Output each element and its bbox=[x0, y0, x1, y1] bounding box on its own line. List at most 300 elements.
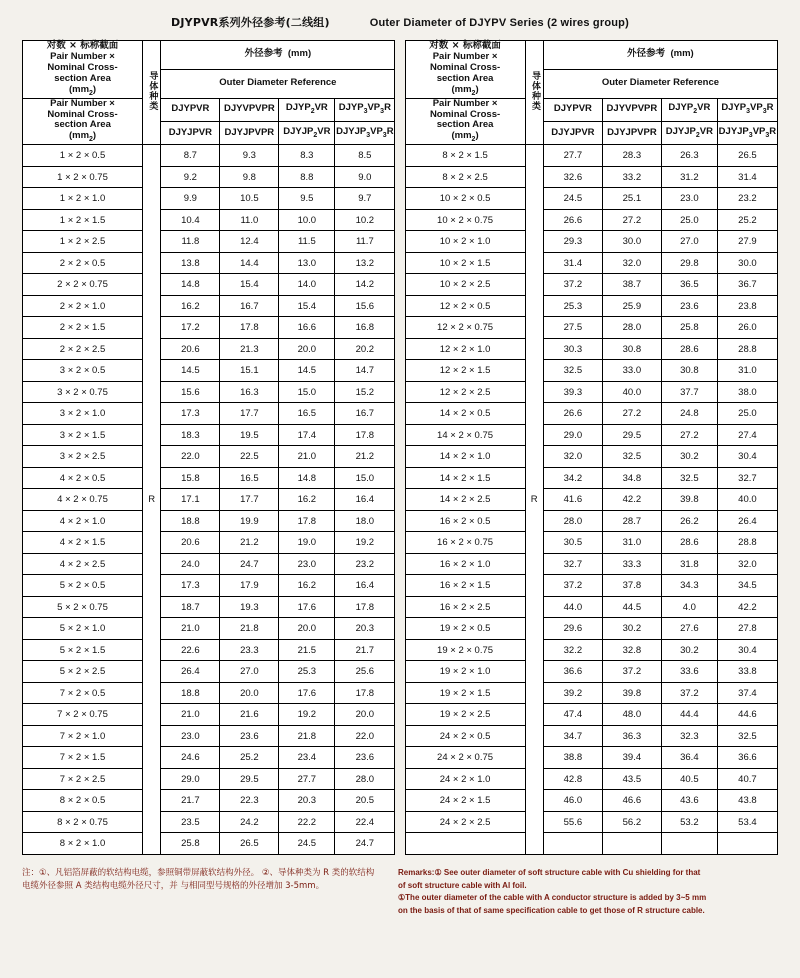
cell-od-right-0: 27.7 bbox=[543, 145, 602, 167]
cell-od-left-2: 17.8 bbox=[279, 510, 335, 532]
cell-od-left-3: 16.8 bbox=[335, 317, 395, 339]
cell-od-left-2: 20.3 bbox=[279, 790, 335, 812]
cell-od-left-1: 21.8 bbox=[220, 618, 279, 640]
cell-od-left-2: 17.4 bbox=[279, 424, 335, 446]
cell-od-left-1: 11.0 bbox=[220, 209, 279, 231]
header-od-left: 外径参考 (mm) bbox=[161, 41, 395, 70]
cell-spec-right: 24 × 2 × 1.5 bbox=[405, 790, 525, 812]
cell-od-left-1: 27.0 bbox=[220, 661, 279, 683]
header-od-right: 外径参考 (mm) bbox=[543, 41, 777, 70]
cell-spec-left: 1 × 2 × 1.5 bbox=[23, 209, 143, 231]
cell-od-right-0: 32.7 bbox=[543, 553, 602, 575]
notes-section bbox=[22, 867, 778, 918]
cell-od-left-2: 14.8 bbox=[279, 467, 335, 489]
cell-od-right-0: 30.5 bbox=[543, 532, 602, 554]
cell-spec-right: 19 × 2 × 1.0 bbox=[405, 661, 525, 683]
cell-od-left-0: 25.8 bbox=[161, 833, 220, 855]
cell-spec-left: 3 × 2 × 1.0 bbox=[23, 403, 143, 425]
cell-od-right-0: 32.0 bbox=[543, 446, 602, 468]
cell-od-left-1: 17.8 bbox=[220, 317, 279, 339]
header-type-djypvpr-right: DJYVPVPR bbox=[602, 98, 661, 121]
cell-od-right-3: 32.5 bbox=[717, 725, 777, 747]
cell-od-right-1: 37.2 bbox=[602, 661, 661, 683]
cell-od-left-2: 14.0 bbox=[279, 274, 335, 296]
cell-od-right-1: 30.2 bbox=[602, 618, 661, 640]
cell-od-right-1: 36.3 bbox=[602, 725, 661, 747]
cell-od-right-1: 39.4 bbox=[602, 747, 661, 769]
cell-spec-right: 14 × 2 × 1.5 bbox=[405, 467, 525, 489]
cell-od-right-0: 28.0 bbox=[543, 510, 602, 532]
cell-od-right-1: 30.0 bbox=[602, 231, 661, 253]
cell-od-left-1: 9.8 bbox=[220, 166, 279, 188]
cell-od-left-2: 15.4 bbox=[279, 295, 335, 317]
header-type-djyp3vp3r-left: $DJYP_3VP_3R$ bbox=[335, 98, 395, 121]
cell-od-right-2: 31.2 bbox=[661, 166, 717, 188]
cell-od-left-2: 8.8 bbox=[279, 166, 335, 188]
cell-od-right-3: 38.0 bbox=[717, 381, 777, 403]
cell-od-right-1: 32.0 bbox=[602, 252, 661, 274]
header-type-djyjp3vp3r-right: $DJYJP_3VP_3R$ bbox=[717, 121, 777, 144]
cell-od-right-2: 30.2 bbox=[661, 639, 717, 661]
cell-od-right-3: 25.0 bbox=[717, 403, 777, 425]
note-en-2: of soft structure cable with Al foil. bbox=[398, 880, 527, 890]
cell-od-left-3: 21.2 bbox=[335, 446, 395, 468]
cell-spec-right: 16 × 2 × 1.5 bbox=[405, 575, 525, 597]
cell-od-right-0: 47.4 bbox=[543, 704, 602, 726]
cell-spec-right: 10 × 2 × 0.75 bbox=[405, 209, 525, 231]
cell-od-left-3: 20.5 bbox=[335, 790, 395, 812]
cell-od-right-2: 32.3 bbox=[661, 725, 717, 747]
cell-od-left-1: 16.5 bbox=[220, 467, 279, 489]
cell-od-left-0: 24.6 bbox=[161, 747, 220, 769]
cell-od-left-1: 12.4 bbox=[220, 231, 279, 253]
cell-od-left-0: 26.4 bbox=[161, 661, 220, 683]
cell-od-left-0: 23.5 bbox=[161, 811, 220, 833]
cell-od-right-1: 33.0 bbox=[602, 360, 661, 382]
cell-od-right-1: 25.1 bbox=[602, 188, 661, 210]
cell-spec-right: 24 × 2 × 0.75 bbox=[405, 747, 525, 769]
cell-od-left-1: 22.3 bbox=[220, 790, 279, 812]
cell-spec-left: 5 × 2 × 2.5 bbox=[23, 661, 143, 683]
cell-od-left-2: 16.5 bbox=[279, 403, 335, 425]
cell-od-left-0: 23.0 bbox=[161, 725, 220, 747]
cell-od-left-1: 26.5 bbox=[220, 833, 279, 855]
cell-od-left-1: 16.3 bbox=[220, 381, 279, 403]
cell-od-left-0: 18.8 bbox=[161, 682, 220, 704]
cell-od-right-3: 26.5 bbox=[717, 145, 777, 167]
cell-od-right-1: 27.2 bbox=[602, 403, 661, 425]
cell-od-left-2: 10.0 bbox=[279, 209, 335, 231]
cell-spec-left: 7 × 2 × 0.75 bbox=[23, 704, 143, 726]
cell-od-right-2: 4.0 bbox=[661, 596, 717, 618]
cell-od-right-1: 48.0 bbox=[602, 704, 661, 726]
header-type-djyp2vr-right: $DJYP_2VR$ bbox=[661, 98, 717, 121]
cell-od-right-3: 43.8 bbox=[717, 790, 777, 812]
header-conductor-category-right: 导体种类 bbox=[525, 41, 543, 145]
cell-od-left-2: 16.2 bbox=[279, 575, 335, 597]
cell-od-right-1: 32.8 bbox=[602, 639, 661, 661]
cell-od-left-0: 15.8 bbox=[161, 467, 220, 489]
cell-od-right-2: 30.2 bbox=[661, 446, 717, 468]
cell-od-left-0: 21.7 bbox=[161, 790, 220, 812]
outer-diameter-table bbox=[22, 40, 778, 855]
cell-od-right-0: 26.6 bbox=[543, 209, 602, 231]
cell-od-right-2: 29.8 bbox=[661, 252, 717, 274]
cell-od-left-2: 23.0 bbox=[279, 553, 335, 575]
note-en-4: on the basis of that of same specification cable to get those of R structure cable. bbox=[398, 906, 705, 916]
cell-od-right-0: 32.6 bbox=[543, 166, 602, 188]
header-type-djyjp3vp3r-left: $DJYJP_3VP_3R$ bbox=[335, 121, 395, 144]
cell-od-left-2: 27.7 bbox=[279, 768, 335, 790]
cell-spec-left: 3 × 2 × 1.5 bbox=[23, 424, 143, 446]
header-type-djyjpvr-left: DJYJPVR bbox=[161, 121, 220, 144]
cell-od-left-2: 13.0 bbox=[279, 252, 335, 274]
cell-od-left-1: 24.2 bbox=[220, 811, 279, 833]
cell-spec-right: 12 × 2 × 0.5 bbox=[405, 295, 525, 317]
cell-spec-right: 14 × 2 × 0.5 bbox=[405, 403, 525, 425]
cell-od-right-0: 36.6 bbox=[543, 661, 602, 683]
notes-english bbox=[398, 867, 778, 918]
cell-spec-left: 1 × 2 × 0.75 bbox=[23, 166, 143, 188]
cell-conductor-category-right: R bbox=[525, 145, 543, 855]
notes-chinese bbox=[22, 867, 382, 918]
cell-od-left-3: 16.4 bbox=[335, 489, 395, 511]
cell-od-right-3: 40.7 bbox=[717, 768, 777, 790]
cell-od-right-1: 28.7 bbox=[602, 510, 661, 532]
cell-od-right-3: 28.8 bbox=[717, 532, 777, 554]
cell-spec-left: 7 × 2 × 2.5 bbox=[23, 768, 143, 790]
cell-od-left-1: 21.2 bbox=[220, 532, 279, 554]
cell-od-left-0: 18.8 bbox=[161, 510, 220, 532]
cell-od-left-3: 16.7 bbox=[335, 403, 395, 425]
cell-od-right-2: 33.6 bbox=[661, 661, 717, 683]
cell-od-left-2: 21.5 bbox=[279, 639, 335, 661]
cell-od-right-2: 23.6 bbox=[661, 295, 717, 317]
cell-od-right-1: 27.2 bbox=[602, 209, 661, 231]
cell-od-left-3: 28.0 bbox=[335, 768, 395, 790]
cell-od-left-0: 17.1 bbox=[161, 489, 220, 511]
cell-od-right-0: 25.3 bbox=[543, 295, 602, 317]
cell-spec-left: 2 × 2 × 0.5 bbox=[23, 252, 143, 274]
cell-spec-left: 7 × 2 × 1.0 bbox=[23, 725, 143, 747]
cell-od-left-0: 10.4 bbox=[161, 209, 220, 231]
cell-od-right-0: 29.6 bbox=[543, 618, 602, 640]
cell-od-right-2: 37.2 bbox=[661, 682, 717, 704]
cell-od-right-2: 27.0 bbox=[661, 231, 717, 253]
cell-spec-right: 19 × 2 × 0.5 bbox=[405, 618, 525, 640]
cell-od-right-0: 42.8 bbox=[543, 768, 602, 790]
cell-od-right-1: 46.6 bbox=[602, 790, 661, 812]
cell-od-right-3: 25.2 bbox=[717, 209, 777, 231]
cell-spec-left: 4 × 2 × 0.75 bbox=[23, 489, 143, 511]
cell-od-left-3: 17.8 bbox=[335, 596, 395, 618]
cell-spec-left: 5 × 2 × 0.5 bbox=[23, 575, 143, 597]
cell-conductor-category-left: R bbox=[143, 145, 161, 855]
cell-spec-left: 4 × 2 × 0.5 bbox=[23, 467, 143, 489]
cell-od-right-2: 53.2 bbox=[661, 811, 717, 833]
cell-od-right-2: 36.4 bbox=[661, 747, 717, 769]
cell-od-right-2: 44.4 bbox=[661, 704, 717, 726]
cell-od-right-2: 36.5 bbox=[661, 274, 717, 296]
cell-od-right-1: 39.8 bbox=[602, 682, 661, 704]
cell-od-right-3: 32.0 bbox=[717, 553, 777, 575]
cell-od-left-0: 22.6 bbox=[161, 639, 220, 661]
cell-od-right-2: 26.2 bbox=[661, 510, 717, 532]
page-title-en: Outer Diameter of DJYPV Series (2 wires group) bbox=[369, 17, 629, 29]
cell-od-left-1: 17.7 bbox=[220, 489, 279, 511]
cell-od-right-0: 34.2 bbox=[543, 467, 602, 489]
cell-od-left-3: 15.6 bbox=[335, 295, 395, 317]
cell-od-right-2: 27.2 bbox=[661, 424, 717, 446]
cell-od-right-3: 27.4 bbox=[717, 424, 777, 446]
cell-spec-left: 3 × 2 × 0.75 bbox=[23, 381, 143, 403]
cell-od-right-1: 32.5 bbox=[602, 446, 661, 468]
cell-spec-right: 14 × 2 × 2.5 bbox=[405, 489, 525, 511]
cell-spec-left: 1 × 2 × 1.0 bbox=[23, 188, 143, 210]
cell-od-left-3: 20.3 bbox=[335, 618, 395, 640]
header-type-djyjpvr-right: DJYJPVR bbox=[543, 121, 602, 144]
cell-spec-left: 2 × 2 × 0.75 bbox=[23, 274, 143, 296]
cell-od-right-2: 25.0 bbox=[661, 209, 717, 231]
cell-spec-left: 1 × 2 × 0.5 bbox=[23, 145, 143, 167]
cell-od-right-2: 28.6 bbox=[661, 338, 717, 360]
cell-od-left-2: 25.3 bbox=[279, 661, 335, 683]
cell-od-right-0: 44.0 bbox=[543, 596, 602, 618]
cell-od-right-3: 53.4 bbox=[717, 811, 777, 833]
cell-od-left-2: 14.5 bbox=[279, 360, 335, 382]
cell-spec-right: 8 × 2 × 2.5 bbox=[405, 166, 525, 188]
cell-spec-right: 19 × 2 × 0.75 bbox=[405, 639, 525, 661]
header-type-djyp3vp3r-right: $DJYP_3VP_3R$ bbox=[717, 98, 777, 121]
cell-od-right-2: 39.8 bbox=[661, 489, 717, 511]
cell-od-left-1: 23.3 bbox=[220, 639, 279, 661]
cell-od-right-3: 42.2 bbox=[717, 596, 777, 618]
header-conductor-category-left: 导体种类 bbox=[143, 41, 161, 145]
cell-od-right-1: 38.7 bbox=[602, 274, 661, 296]
cell-od-left-3: 23.6 bbox=[335, 747, 395, 769]
cell-od-right-1: 28.3 bbox=[602, 145, 661, 167]
cell-od-left-2: 19.2 bbox=[279, 704, 335, 726]
cell-od-right-3: 31.0 bbox=[717, 360, 777, 382]
cell-od-right-0: 41.6 bbox=[543, 489, 602, 511]
cell-od-left-0: 15.6 bbox=[161, 381, 220, 403]
cell-spec-right: 12 × 2 × 1.0 bbox=[405, 338, 525, 360]
column-gap bbox=[395, 41, 405, 855]
cell-od-left-3: 20.2 bbox=[335, 338, 395, 360]
cell-od-right-0: 37.2 bbox=[543, 575, 602, 597]
cell-spec-left: 5 × 2 × 0.75 bbox=[23, 596, 143, 618]
cell-od-right-1: 44.5 bbox=[602, 596, 661, 618]
cell-od-left-0: 18.7 bbox=[161, 596, 220, 618]
header-pair-number-right: 对数 × 标称截面 Pair Number × Nominal Cross- section Area $(mm^2)$ bbox=[405, 41, 525, 99]
cell-od-left-3: 11.7 bbox=[335, 231, 395, 253]
cell-od-right-2: 28.6 bbox=[661, 532, 717, 554]
cell-od-left-2: 11.5 bbox=[279, 231, 335, 253]
cell-od-left-2: 15.0 bbox=[279, 381, 335, 403]
cell-od-right-2: 40.5 bbox=[661, 768, 717, 790]
cell-od-right-3: 40.0 bbox=[717, 489, 777, 511]
cell-od-left-2: 20.0 bbox=[279, 338, 335, 360]
cell-od-left-1: 10.5 bbox=[220, 188, 279, 210]
cell-spec-right: 12 × 2 × 2.5 bbox=[405, 381, 525, 403]
cell-od-right-0: 30.3 bbox=[543, 338, 602, 360]
cell-spec-left: 7 × 2 × 1.5 bbox=[23, 747, 143, 769]
cell-od-left-1: 14.4 bbox=[220, 252, 279, 274]
cell-od-left-0: 29.0 bbox=[161, 768, 220, 790]
cell-od-right-2: 25.8 bbox=[661, 317, 717, 339]
cell-od-left-1: 17.9 bbox=[220, 575, 279, 597]
cell-od-right-1: 28.0 bbox=[602, 317, 661, 339]
cell-spec-left: 5 × 2 × 1.0 bbox=[23, 618, 143, 640]
header-type-djyp2vr-left: $DJYP_2VR$ bbox=[279, 98, 335, 121]
cell-od-left-0: 9.9 bbox=[161, 188, 220, 210]
cell-od-right-3 bbox=[717, 833, 777, 855]
header-pair-number-en-right: Pair Number × Nominal Cross- section Area $(mm^2)$ bbox=[405, 98, 525, 145]
cell-od-right-3: 26.0 bbox=[717, 317, 777, 339]
cell-od-left-0: 8.7 bbox=[161, 145, 220, 167]
cell-od-right-0: 32.2 bbox=[543, 639, 602, 661]
cell-od-right-3: 30.4 bbox=[717, 446, 777, 468]
cell-od-left-1: 20.0 bbox=[220, 682, 279, 704]
cell-od-left-2: 8.3 bbox=[279, 145, 335, 167]
cell-spec-right: 10 × 2 × 1.5 bbox=[405, 252, 525, 274]
cell-od-left-0: 11.8 bbox=[161, 231, 220, 253]
cell-od-left-2: 21.0 bbox=[279, 446, 335, 468]
cell-od-left-3: 18.0 bbox=[335, 510, 395, 532]
cell-od-left-0: 22.0 bbox=[161, 446, 220, 468]
cell-spec-right: 16 × 2 × 0.5 bbox=[405, 510, 525, 532]
header-type-djyjpvpr-left: DJYJPVPR bbox=[220, 121, 279, 144]
cell-od-left-2: 23.4 bbox=[279, 747, 335, 769]
cell-od-right-0: 31.4 bbox=[543, 252, 602, 274]
cell-od-left-1: 16.7 bbox=[220, 295, 279, 317]
cell-od-left-3: 21.7 bbox=[335, 639, 395, 661]
cell-od-right-0: 55.6 bbox=[543, 811, 602, 833]
cell-od-right-3: 30.4 bbox=[717, 639, 777, 661]
cell-spec-right bbox=[405, 833, 525, 855]
cell-od-right-1: 31.0 bbox=[602, 532, 661, 554]
cell-spec-left: 2 × 2 × 2.5 bbox=[23, 338, 143, 360]
cell-od-left-3: 10.2 bbox=[335, 209, 395, 231]
cell-od-right-3: 27.9 bbox=[717, 231, 777, 253]
cell-od-right-1: 40.0 bbox=[602, 381, 661, 403]
cell-od-right-0: 37.2 bbox=[543, 274, 602, 296]
cell-od-right-3: 36.7 bbox=[717, 274, 777, 296]
cell-od-right-3: 37.4 bbox=[717, 682, 777, 704]
cell-od-left-1: 15.4 bbox=[220, 274, 279, 296]
cell-spec-right: 12 × 2 × 0.75 bbox=[405, 317, 525, 339]
note-cn-3: 与相同型号规格的外径增加 3-5mm。 bbox=[180, 880, 325, 891]
cell-od-left-3: 9.0 bbox=[335, 166, 395, 188]
cell-od-right-1: 33.3 bbox=[602, 553, 661, 575]
cell-od-right-1: 37.8 bbox=[602, 575, 661, 597]
page-title bbox=[22, 14, 778, 30]
cell-spec-left: 4 × 2 × 1.0 bbox=[23, 510, 143, 532]
cell-od-left-3: 14.2 bbox=[335, 274, 395, 296]
cell-od-left-1: 21.3 bbox=[220, 338, 279, 360]
header-od-en-right: Outer Diameter Reference bbox=[543, 69, 777, 98]
cell-od-right-1: 30.8 bbox=[602, 338, 661, 360]
cell-od-right-0: 39.3 bbox=[543, 381, 602, 403]
cell-od-right-0: 27.5 bbox=[543, 317, 602, 339]
cell-od-left-3: 13.2 bbox=[335, 252, 395, 274]
cell-spec-left: 4 × 2 × 1.5 bbox=[23, 532, 143, 554]
cell-spec-right: 8 × 2 × 1.5 bbox=[405, 145, 525, 167]
cell-spec-right: 19 × 2 × 2.5 bbox=[405, 704, 525, 726]
cell-od-left-3: 19.2 bbox=[335, 532, 395, 554]
cell-od-left-0: 20.6 bbox=[161, 532, 220, 554]
cell-od-left-1: 21.6 bbox=[220, 704, 279, 726]
header-pair-number-en-left: Pair Number × Nominal Cross- section Area $(mm^2)$ bbox=[23, 98, 143, 145]
cell-spec-right: 24 × 2 × 1.0 bbox=[405, 768, 525, 790]
cell-spec-left: 3 × 2 × 2.5 bbox=[23, 446, 143, 468]
cell-od-left-3: 9.7 bbox=[335, 188, 395, 210]
cell-od-left-3: 16.4 bbox=[335, 575, 395, 597]
cell-od-left-1: 19.3 bbox=[220, 596, 279, 618]
cell-od-left-2: 16.2 bbox=[279, 489, 335, 511]
cell-od-right-2: 34.3 bbox=[661, 575, 717, 597]
cell-od-left-1: 9.3 bbox=[220, 145, 279, 167]
cell-spec-right: 14 × 2 × 0.75 bbox=[405, 424, 525, 446]
cell-od-left-3: 22.4 bbox=[335, 811, 395, 833]
cell-od-left-2: 9.5 bbox=[279, 188, 335, 210]
cell-od-left-2: 17.6 bbox=[279, 596, 335, 618]
cell-od-left-0: 18.3 bbox=[161, 424, 220, 446]
cell-od-right-2: 27.6 bbox=[661, 618, 717, 640]
cell-od-left-0: 17.3 bbox=[161, 403, 220, 425]
cell-od-left-3: 14.7 bbox=[335, 360, 395, 382]
cell-od-right-0: 29.3 bbox=[543, 231, 602, 253]
cell-od-left-3: 20.0 bbox=[335, 704, 395, 726]
cell-spec-right: 10 × 2 × 0.5 bbox=[405, 188, 525, 210]
cell-od-right-3: 33.8 bbox=[717, 661, 777, 683]
cell-od-right-2: 31.8 bbox=[661, 553, 717, 575]
cell-od-left-3: 15.0 bbox=[335, 467, 395, 489]
cell-od-left-3: 17.8 bbox=[335, 424, 395, 446]
cell-spec-right: 16 × 2 × 1.0 bbox=[405, 553, 525, 575]
header-type-djyjp2vr-right: $DJYJP_2VR$ bbox=[661, 121, 717, 144]
cell-spec-left: 5 × 2 × 1.5 bbox=[23, 639, 143, 661]
cell-spec-right: 10 × 2 × 1.0 bbox=[405, 231, 525, 253]
cell-od-left-0: 21.0 bbox=[161, 704, 220, 726]
cell-od-right-1: 29.5 bbox=[602, 424, 661, 446]
cell-od-right-1: 43.5 bbox=[602, 768, 661, 790]
cell-od-right-3: 34.5 bbox=[717, 575, 777, 597]
cell-spec-right: 19 × 2 × 1.5 bbox=[405, 682, 525, 704]
header-type-djypvr-left: DJYPVR bbox=[161, 98, 220, 121]
cell-od-left-3: 17.8 bbox=[335, 682, 395, 704]
cell-spec-left: 3 × 2 × 0.5 bbox=[23, 360, 143, 382]
cell-od-right-0 bbox=[543, 833, 602, 855]
cell-od-right-2: 24.8 bbox=[661, 403, 717, 425]
cell-od-left-1: 17.7 bbox=[220, 403, 279, 425]
cell-od-left-3: 24.7 bbox=[335, 833, 395, 855]
note-cn-1: 注：①、凡铝箔屏蔽的软结构电缆，参照铜带屏蔽软结构外径。 bbox=[22, 867, 260, 878]
header-type-djyjpvpr-right: DJYJPVPR bbox=[602, 121, 661, 144]
cell-od-left-3: 8.5 bbox=[335, 145, 395, 167]
table-header-row-1 bbox=[23, 41, 778, 70]
cell-od-right-2: 37.7 bbox=[661, 381, 717, 403]
cell-od-left-1: 23.6 bbox=[220, 725, 279, 747]
cell-spec-right: 16 × 2 × 2.5 bbox=[405, 596, 525, 618]
header-od-en-left: Outer Diameter Reference bbox=[161, 69, 395, 98]
cell-od-left-2: 24.5 bbox=[279, 833, 335, 855]
cell-od-right-1: 25.9 bbox=[602, 295, 661, 317]
cell-od-right-1: 33.2 bbox=[602, 166, 661, 188]
cell-spec-right: 10 × 2 × 2.5 bbox=[405, 274, 525, 296]
cell-od-right-3: 28.8 bbox=[717, 338, 777, 360]
cell-od-left-0: 17.3 bbox=[161, 575, 220, 597]
